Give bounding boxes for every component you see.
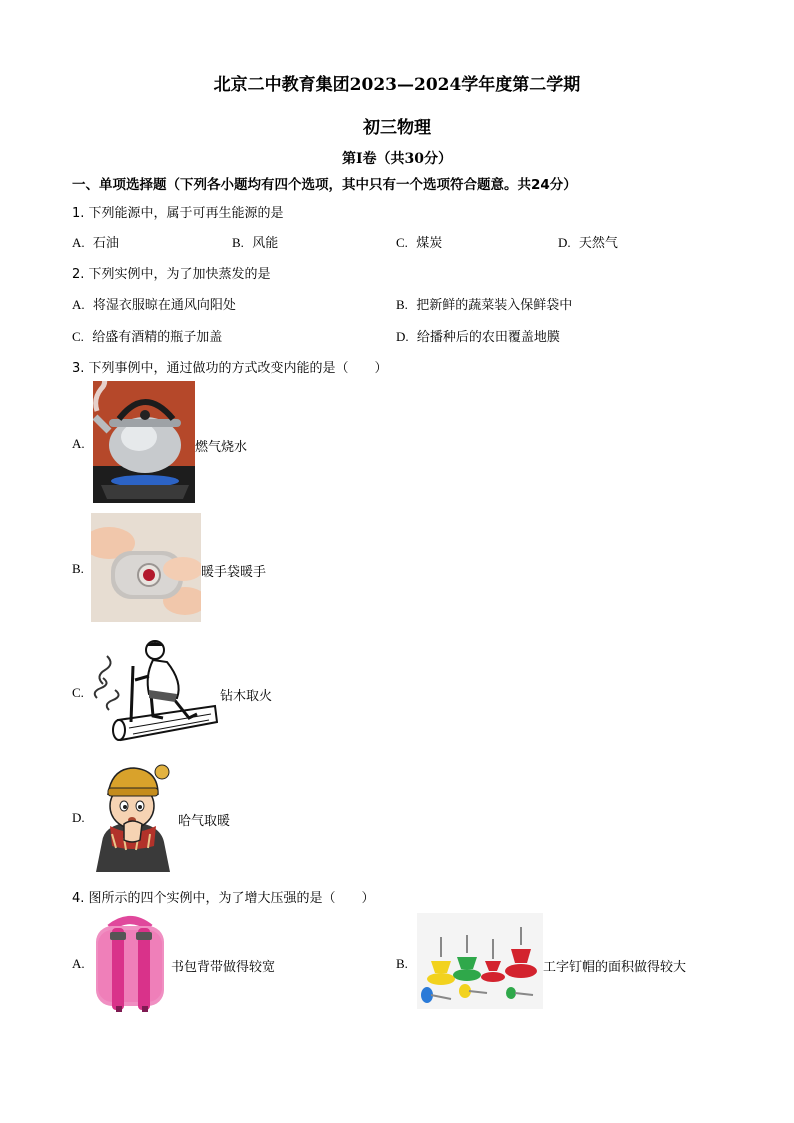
backpack-icon bbox=[90, 914, 170, 1014]
q3-option-d-text: 哈气取暖 bbox=[178, 814, 231, 829]
q3-option-a-text: 燃气烧水 bbox=[195, 440, 248, 455]
option-text: 把新鲜的蔬菜装入保鲜袋中 bbox=[416, 298, 573, 313]
q2-option-a[interactable] bbox=[72, 294, 236, 313]
q2-option-c[interactable] bbox=[72, 326, 222, 345]
q4-option-a-label[interactable]: A. bbox=[72, 956, 85, 971]
q1-option-a[interactable] bbox=[72, 232, 119, 251]
question-1-stem: 1. 下列能源中，属于可再生能源的是 bbox=[72, 206, 284, 221]
option-label: B. bbox=[396, 297, 408, 312]
option-label: D. bbox=[396, 329, 409, 344]
q1-option-c[interactable] bbox=[396, 232, 442, 251]
q3-option-b-text: 暖手袋暖手 bbox=[201, 565, 267, 580]
option-text: 将湿衣服晾在通风向阳处 bbox=[92, 298, 236, 313]
option-label: A. bbox=[72, 235, 85, 250]
q2-option-b[interactable] bbox=[396, 294, 572, 313]
push-pins-icon bbox=[417, 913, 543, 1009]
exam-title: 北京二中教育集团2023—2024学年度第二学期 bbox=[213, 75, 581, 95]
section-heading: 一、单项选择题（下列各小题均有四个选项，其中只有一个选项符合题意。共24分） bbox=[72, 177, 577, 193]
q1-option-d[interactable] bbox=[558, 232, 618, 251]
q1-option-b[interactable] bbox=[232, 232, 278, 251]
question-3-stem: 3. 下列事例中，通过做功的方式改变内能的是（ ） bbox=[72, 361, 388, 376]
question-4-stem: 4. 图所示的四个实例中，为了增大压强的是（ ） bbox=[72, 891, 375, 906]
q3-option-a-label[interactable]: A. bbox=[72, 436, 85, 451]
option-label: C. bbox=[72, 329, 84, 344]
option-text: 给盛有酒精的瓶子加盖 bbox=[92, 330, 223, 345]
q4-option-b-label[interactable]: B. bbox=[396, 956, 408, 971]
option-label: B. bbox=[232, 235, 244, 250]
part-title: 第Ⅰ卷（共30分） bbox=[341, 151, 453, 167]
q3-option-c-label[interactable]: C. bbox=[72, 685, 84, 700]
q3-option-b-label[interactable]: B. bbox=[72, 561, 84, 576]
q4-option-a-text: 书包背带做得较宽 bbox=[171, 960, 276, 975]
option-text: 给播种后的农田覆盖地膜 bbox=[416, 330, 560, 345]
boy-breathing-on-hands-icon bbox=[90, 760, 176, 872]
option-text: 天然气 bbox=[578, 236, 618, 251]
kettle-on-stove-icon bbox=[93, 381, 195, 503]
q4-option-b-text: 工字钉帽的面积做得较大 bbox=[543, 960, 687, 975]
option-label: D. bbox=[558, 235, 571, 250]
option-text: 煤炭 bbox=[416, 236, 443, 251]
hand-warmer-icon bbox=[91, 513, 201, 622]
option-label: C. bbox=[396, 235, 408, 250]
question-2-stem: 2. 下列实例中，为了加快蒸发的是 bbox=[72, 267, 271, 282]
q2-option-d[interactable] bbox=[396, 326, 560, 345]
option-label: A. bbox=[72, 297, 85, 312]
option-text: 石油 bbox=[92, 236, 119, 251]
q3-option-d-label[interactable]: D. bbox=[72, 810, 85, 825]
option-text: 风能 bbox=[252, 236, 279, 251]
fire-drilling-icon bbox=[93, 636, 218, 746]
q3-option-c-text: 钻木取火 bbox=[220, 689, 273, 704]
subject-title: 初三物理 bbox=[363, 118, 431, 138]
